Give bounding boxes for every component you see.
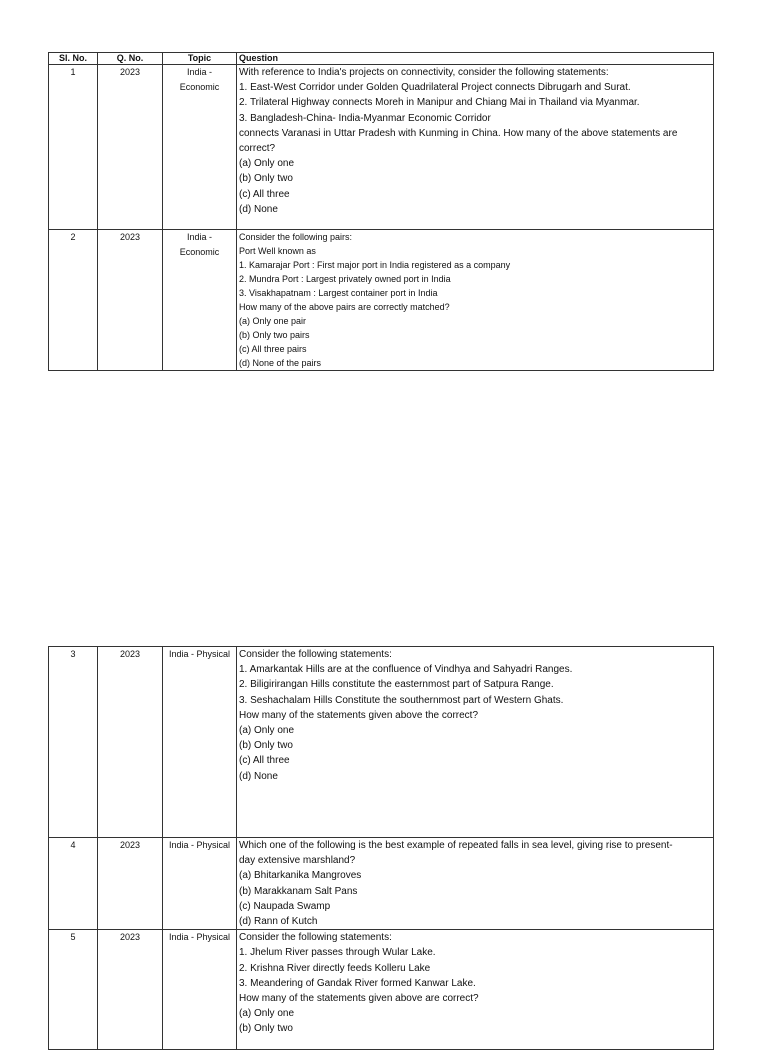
question-line: How many of the statements given above the correct? xyxy=(239,709,479,721)
topic-cell xyxy=(163,65,237,230)
sl-no-cell: 2 xyxy=(49,230,98,371)
question-line: How many of the above pairs are correctly matched? xyxy=(239,302,450,312)
topic-cell: India - Physical xyxy=(163,930,237,1050)
option-c: (c) Naupada Swamp xyxy=(239,900,331,912)
header-topic: Topic xyxy=(163,53,237,65)
option-d: (d) Rann of Kutch xyxy=(239,916,318,928)
option-a: (a) Only one xyxy=(239,1008,295,1020)
table-row xyxy=(49,930,714,1050)
option-c: (c) All three pairs xyxy=(239,344,307,354)
question-line: 2. Mundra Port : Largest privately owned port in India xyxy=(239,274,451,284)
sl-no-cell: 1 xyxy=(49,65,98,230)
option-a: (a) Bhitarkanika Mangroves xyxy=(239,870,362,882)
table-row xyxy=(49,647,714,838)
option-d: (d) None of the pairs xyxy=(239,358,322,368)
table-row xyxy=(49,838,714,930)
option-b: (b) Only two pairs xyxy=(239,330,310,340)
option-b: (b) Only two xyxy=(239,740,293,752)
question-cell xyxy=(237,647,714,838)
q-no-cell: 2023 xyxy=(98,930,163,1050)
sl-no-cell: 4 xyxy=(49,838,98,930)
question-line: 1. Kamarajar Port : First major port in India registered as a company xyxy=(239,260,511,270)
question-line: 1. Amarkantak Hills are at the confluence of Vindhya and Sahyadri Ranges. xyxy=(239,664,573,676)
question-line: 3. Visakhapatnam : Largest container port in India xyxy=(239,288,438,298)
question-line: 1. East-West Corridor under Golden Quadrilateral Project connects Dibrugarh and Surat. xyxy=(239,82,631,94)
topic-line: India - xyxy=(186,67,212,77)
question-line: 3. Bangladesh-China- India-Myanmar Economic Corridor xyxy=(239,112,491,124)
question-table-page-1 xyxy=(48,52,714,371)
header-question: Question xyxy=(237,53,714,65)
header-row xyxy=(49,53,714,65)
q-no-cell: 2023 xyxy=(98,838,163,930)
question-line: Which one of the following is the best example of repeated falls in sea level, giving rise to present- xyxy=(239,840,673,851)
table-row xyxy=(49,65,714,230)
question-line: Port Well known as xyxy=(239,246,316,256)
option-a: (a) Only one xyxy=(239,725,295,737)
topic-cell: India - Physical xyxy=(163,647,237,838)
question-cell xyxy=(237,230,714,371)
topic-line: Economic xyxy=(179,82,220,92)
question-line: With reference to India's projects on connectivity, consider the following statements: xyxy=(239,67,609,78)
question-line: 3. Seshachalam Hills Constitute the southernmost part of Western Ghats. xyxy=(239,694,564,706)
option-a: (a) Only one pair xyxy=(239,316,307,326)
question-line: 2. Trilateral Highway connects Moreh in Manipur and Chiang Mai in Thailand via Myanmar. xyxy=(239,97,640,109)
sl-no-cell: 5 xyxy=(49,930,98,1050)
table-row xyxy=(49,230,714,371)
question-line: 3. Meandering of Gandak River formed Kanwar Lake. xyxy=(239,977,476,989)
question-line: correct? xyxy=(239,143,276,155)
question-line: 2. Krishna River directly feeds Kolleru Lake xyxy=(239,962,431,974)
question-cell xyxy=(237,65,714,230)
topic-line: India - xyxy=(186,232,212,242)
question-cell xyxy=(237,930,714,1050)
question-line: 1. Jhelum River passes through Wular Lake. xyxy=(239,947,436,959)
option-b: (b) Marakkanam Salt Pans xyxy=(239,885,358,897)
topic-line: Economic xyxy=(179,247,220,257)
question-line: Consider the following statements: xyxy=(239,649,392,660)
q-no-cell: 2023 xyxy=(98,230,163,371)
option-a: (a) Only one xyxy=(239,158,295,170)
q-no-cell: 2023 xyxy=(98,647,163,838)
question-line: 2. Biligirirangan Hills constitute the easternmost part of Satpura Range. xyxy=(239,679,554,691)
question-line: connects Varanasi in Uttar Pradesh with Kunming in China. How many of the above statements are xyxy=(239,127,678,139)
question-line: Consider the following statements: xyxy=(239,932,392,944)
option-c: (c) All three xyxy=(239,755,290,767)
topic-cell xyxy=(163,230,237,371)
question-line: How many of the statements given above are correct? xyxy=(239,993,479,1005)
topic-cell: India - Physical xyxy=(163,838,237,930)
option-d: (d) None xyxy=(239,203,278,215)
option-d: (d) None xyxy=(239,770,278,782)
question-table-page-2 xyxy=(48,646,714,1050)
option-b: (b) Only two xyxy=(239,173,293,185)
question-line: day extensive marshland? xyxy=(239,855,356,867)
option-b: (b) Only two xyxy=(239,1023,293,1035)
option-c: (c) All three xyxy=(239,188,290,200)
q-no-cell: 2023 xyxy=(98,65,163,230)
question-line: Consider the following pairs: xyxy=(239,232,353,242)
header-sl-no: Sl. No. xyxy=(49,53,98,65)
sl-no-cell: 3 xyxy=(49,647,98,838)
question-cell xyxy=(237,838,714,930)
header-q-no: Q. No. xyxy=(98,53,163,65)
